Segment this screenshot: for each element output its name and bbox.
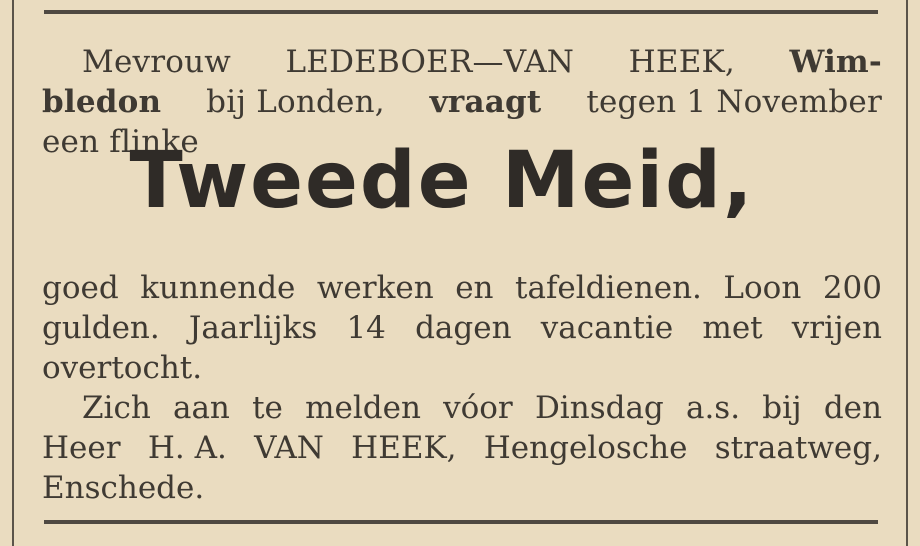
word: gulden. (42, 310, 160, 346)
advertisement-details (42, 268, 882, 508)
headline: Tweede Meid, (129, 136, 755, 226)
detail-line-5 (42, 428, 882, 468)
detail-line-6 (42, 468, 882, 508)
detail-line-1 (42, 268, 882, 308)
top-rule (44, 10, 878, 14)
word: tafeldienen. (515, 270, 702, 306)
request-bold: vraagt (429, 84, 542, 120)
word: dagen (415, 310, 512, 346)
intro-tail: een flinke (42, 124, 199, 160)
surname: LEDEBOER—VAN (285, 44, 575, 80)
word: a.s. (685, 390, 741, 426)
word: straatweg, (714, 430, 882, 466)
intro-line-2 (42, 82, 882, 122)
word: aan (172, 390, 230, 426)
days-number: 14 (346, 310, 386, 346)
word: den (823, 390, 882, 426)
detail-line-2 (42, 308, 882, 348)
word: VAN (254, 430, 324, 466)
place-bold-end: bledon (42, 84, 162, 120)
detail-line-3 (42, 348, 882, 388)
bottom-rule (44, 520, 878, 524)
word: Heer (42, 430, 121, 466)
word: Enschede. (42, 470, 205, 506)
word: Dinsdag (534, 390, 664, 426)
word: met (702, 310, 763, 346)
word: Loon (723, 270, 802, 306)
word: bij (762, 390, 802, 426)
word: goed (42, 270, 119, 306)
word: Hengelosche (483, 430, 688, 466)
date-text: tegen 1 November (586, 84, 882, 120)
word: en (455, 270, 494, 306)
intro-line-1 (42, 42, 882, 82)
location: bij Londen, (206, 84, 385, 120)
word: overtocht. (42, 350, 203, 386)
word: vacantie (540, 310, 674, 346)
word: Jaarlijks (188, 310, 318, 346)
initials: H. A. (147, 430, 227, 466)
word: melden (305, 390, 421, 426)
word: vóor (443, 390, 513, 426)
word: vrijen (791, 310, 882, 346)
surname-part: HEEK, (628, 44, 735, 80)
word: Zich (82, 390, 151, 426)
wage-number: 200 (822, 270, 882, 306)
word: te (252, 390, 283, 426)
word: Mevrouw (82, 44, 231, 80)
word: werken (316, 270, 434, 306)
word: HEEK, (351, 430, 457, 466)
place-bold: Wim- (789, 44, 882, 80)
detail-line-4 (42, 388, 882, 428)
word: kunnende (140, 270, 296, 306)
